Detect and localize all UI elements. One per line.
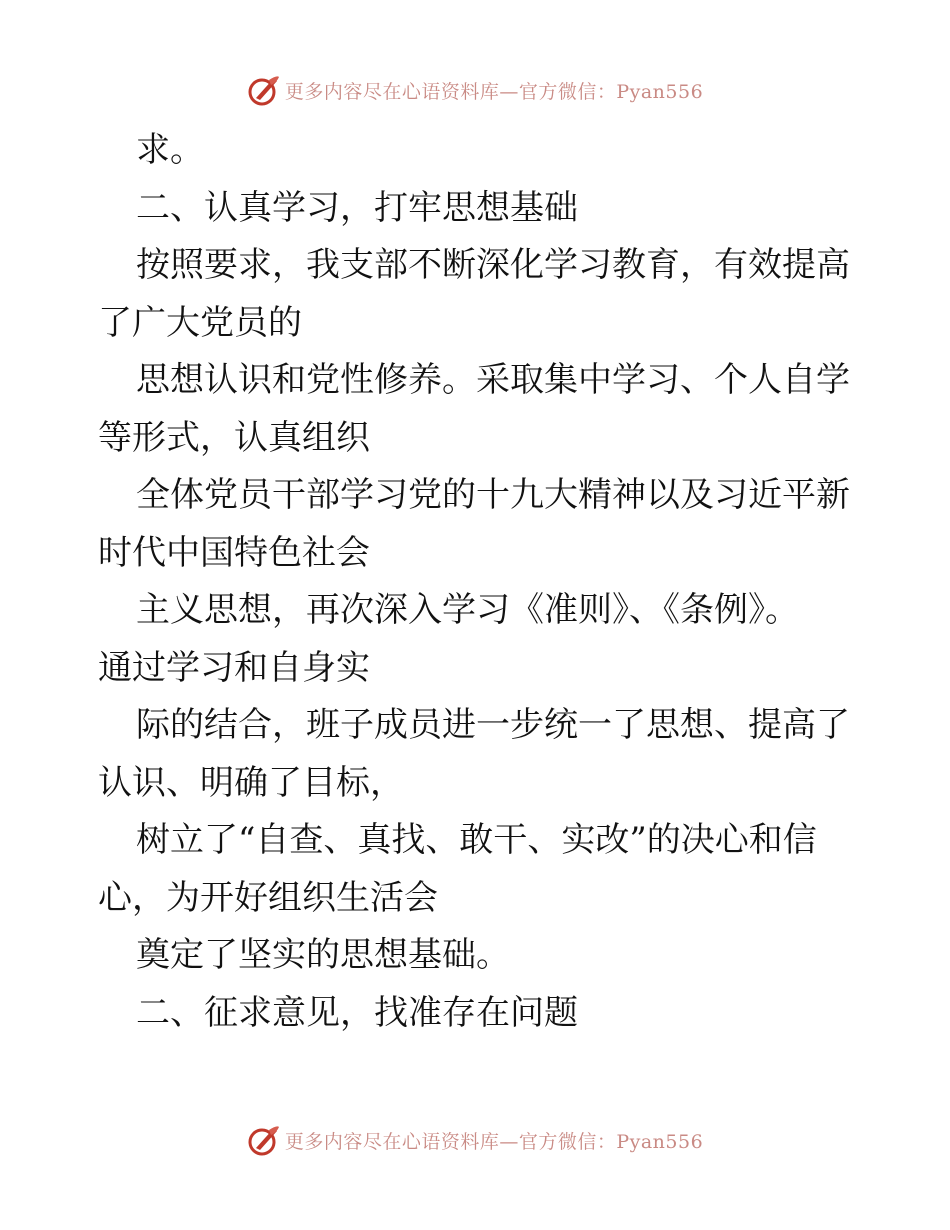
quill-pen-circle-icon <box>247 73 281 107</box>
paragraph-line: 全体党员干部学习党的十九大精神以及习近平新 <box>136 475 850 515</box>
paragraph-line: 思想认识和党性修养。采取集中学习、个人自学 <box>136 360 850 400</box>
section-heading: 二、认真学习，打牢思想基础 <box>136 187 578 228</box>
quill-pen-circle-icon <box>247 1123 281 1157</box>
footer-watermark <box>0 1120 950 1160</box>
section-heading: 二、征求意见，找准存在问题 <box>136 992 578 1033</box>
paragraph-line: 求。 <box>136 130 204 170</box>
paragraph-line: 奠定了坚实的思想基础。 <box>136 935 510 975</box>
paragraph-line: 主义思想，再次深入学习《准则》、《条例》。 <box>136 590 799 630</box>
watermark-text: 更多内容尽在心语资料库—官方微信：Pyan556 <box>284 1130 704 1153</box>
paragraph-line: 心，为开好组织生活会 <box>98 877 438 918</box>
paragraph-line: 通过学习和自身实 <box>98 647 370 688</box>
paragraph-line: 按照要求，我支部不断深化学习教育，有效提高 <box>136 245 850 285</box>
paragraph-line: 树立了“自查、真找、敢干、实改”的决心和信 <box>136 820 817 860</box>
paragraph-line: 际的结合，班子成员进一步统一了思想、提高了 <box>136 705 850 745</box>
document-body <box>98 122 850 1042</box>
header-watermark <box>0 70 950 110</box>
paragraph-line: 时代中国特色社会 <box>98 532 370 573</box>
paragraph-line: 了广大党员的 <box>98 302 302 343</box>
paragraph-line: 认识、明确了目标， <box>98 762 404 803</box>
paragraph-line: 等形式，认真组织 <box>98 417 370 458</box>
watermark-text: 更多内容尽在心语资料库—官方微信：Pyan556 <box>284 80 704 103</box>
